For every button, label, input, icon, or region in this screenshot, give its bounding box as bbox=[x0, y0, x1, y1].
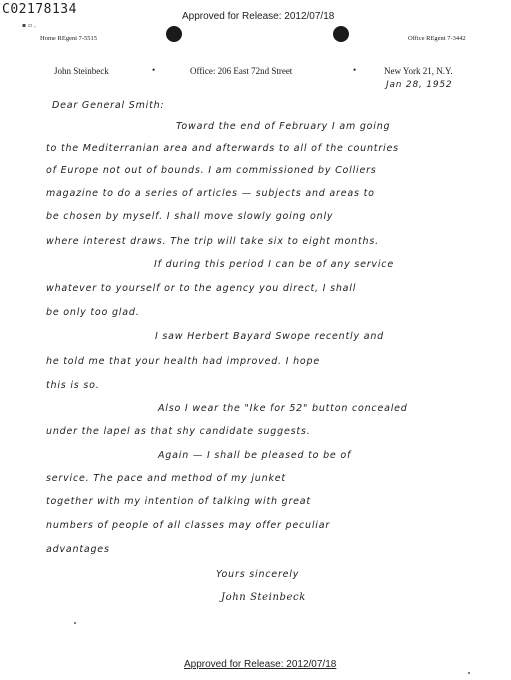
signature: John Steinbeck bbox=[221, 592, 306, 603]
letter-line: If during this period I can be of any service bbox=[154, 259, 394, 270]
letter-line: Also I wear the "Ike for 52" button concealed bbox=[158, 403, 408, 414]
letterhead-name: John Steinbeck bbox=[54, 66, 109, 76]
closing: Yours sincerely bbox=[216, 569, 300, 580]
home-phone: Home REgent 7-5515 bbox=[40, 35, 98, 42]
letter-line: be chosen by myself. I shall move slowly going only bbox=[46, 211, 334, 222]
letter-line: of Europe not out of bounds. I am commissioned by Colliers bbox=[46, 165, 377, 176]
letter-line: Again — I shall be pleased to be of bbox=[158, 450, 352, 461]
letter-line: service. The pace and method of my junket bbox=[46, 473, 286, 484]
letterhead-bullet: • bbox=[152, 65, 156, 75]
letterhead-bullet: • bbox=[353, 65, 357, 75]
letter-line: whatever to yourself or to the agency you direct, I shall bbox=[46, 283, 357, 294]
scan-speck bbox=[74, 622, 76, 624]
letter-line: magazine to do a series of articles — subjects and areas to bbox=[46, 188, 375, 199]
letter-line: be only too glad. bbox=[46, 307, 140, 318]
letter-line: to the Mediterranian area and afterwards to all of the countries bbox=[46, 143, 399, 154]
letter-line: I saw Herbert Bayard Swope recently and bbox=[155, 331, 384, 342]
letter-line: advantages bbox=[46, 544, 110, 555]
release-stamp-top: Approved for Release: 2012/07/18 bbox=[182, 11, 335, 22]
letter-line: where interest draws. The trip will take six to eight months. bbox=[46, 236, 379, 247]
release-stamp-bottom: Approved for Release: 2012/07/18 bbox=[184, 659, 337, 670]
letter-line: under the lapel as that shy candidate suggests. bbox=[46, 426, 311, 437]
letterhead-city: New York 21, N.Y. bbox=[384, 66, 453, 76]
letter-line: Toward the end of February I am going bbox=[176, 121, 391, 132]
letter-line: numbers of people of all classes may offer peculiar bbox=[46, 520, 331, 531]
letter-line: he told me that your health had improved. I hope bbox=[46, 356, 321, 367]
scan-speck bbox=[468, 672, 470, 674]
letter-line: this is so. bbox=[46, 380, 100, 391]
punch-hole-right bbox=[333, 26, 349, 42]
salutation: Dear General Smith: bbox=[52, 100, 165, 111]
punch-hole-left bbox=[166, 26, 182, 42]
letterhead-office: Office: 206 East 72nd Street bbox=[190, 66, 293, 76]
document-id: C02178134 bbox=[2, 2, 77, 17]
office-phone: Office REgent 7-3442 bbox=[408, 35, 466, 42]
letter-line: together with my intention of talking with great bbox=[46, 496, 311, 507]
letter-date: Jan 28, 1952 bbox=[386, 80, 453, 90]
stray-mark: ▪ ▫ , bbox=[22, 22, 36, 29]
